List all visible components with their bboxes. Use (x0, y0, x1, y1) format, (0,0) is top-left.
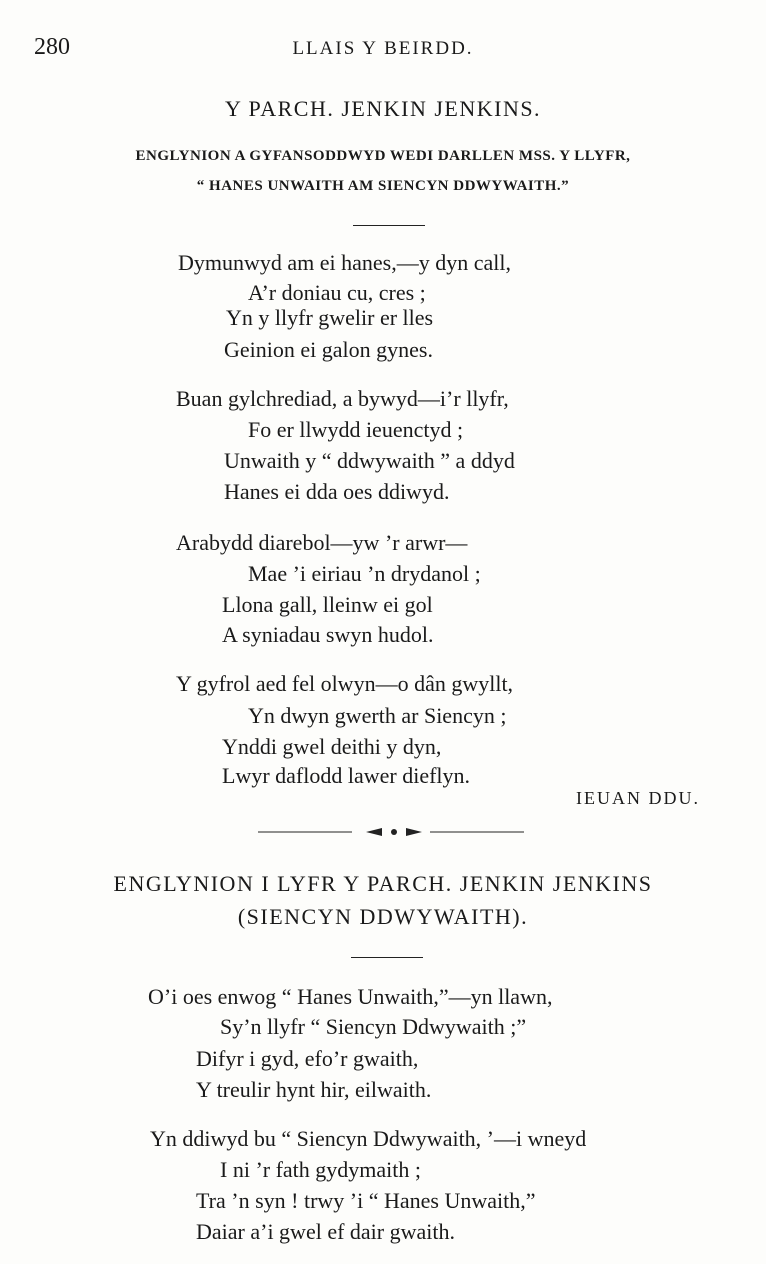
section-title-line-1: ENGLYNION I LYFR Y PARCH. JENKIN JENKINS (113, 871, 653, 896)
verse-line: Sy’n llyfr “ Siencyn Ddwywaith ;” (220, 1014, 527, 1039)
verse-line: Dymunwyd am ei hanes,—y dyn call, (178, 250, 511, 275)
verse-line: Geinion ei galon gynes. (224, 337, 433, 362)
verse-line: I ni ’r fath gydymaith ; (220, 1157, 422, 1182)
ornamental-divider (0, 826, 766, 838)
verse-line: Lwyr daflodd lawer dieflyn. (222, 763, 471, 788)
verse-line: Arabydd diarebol—yw ’r arwr— (176, 530, 468, 555)
verse-line: Hanes ei dda oes ddiwyd. (224, 479, 450, 504)
verse-line: Llona gall, lleinw ei gol (222, 592, 433, 617)
verse-line: A syniadau swyn hudol. (222, 622, 434, 647)
verse-line: Y treulir hynt hir, eilwaith. (196, 1077, 432, 1102)
running-title: LLAIS Y BEIRDD. (292, 38, 474, 59)
verse-line: Y gyfrol aed fel olwyn—o dân gwyllt, (176, 671, 514, 696)
verse-line: Tra ’n syn ! trwy ’i “ Hanes Unwaith,” (196, 1188, 536, 1213)
verse-line: Unwaith y “ ddwywaith ” a ddyd (224, 448, 515, 473)
verse-line: O’i oes enwog “ Hanes Unwaith,”—yn llawn, (148, 984, 553, 1009)
poem-subtitle-line-1: ENGLYNION A GYFANSODDWYD WEDI DARLLEN MSS. Y LLYFR, (135, 148, 631, 164)
poet-signature: IEUAN DDU. (576, 788, 700, 808)
section-title-line-2: (SIENCYN DDWYWAITH). (237, 904, 529, 929)
verse-line: Yn ddiwyd bu “ Siencyn Ddwywaith, ’—i wneyd (150, 1126, 587, 1151)
verse-line: Buan gylchrediad, a bywyd—i’r llyfr, (176, 386, 509, 411)
verse-line: Daiar a’i gwel ef dair gwaith. (196, 1219, 455, 1244)
verse-line: Yn dwyn gwerth ar Siencyn ; (248, 703, 507, 728)
verse-line: Fo er llwydd ieuenctyd ; (248, 417, 464, 442)
poem-subtitle-line-2: “ HANES UNWAITH AM SIENCYN DDWYWAITH.” (196, 178, 570, 194)
short-divider (353, 225, 425, 226)
verse-line: Ynddi gwel deithi y dyn, (222, 734, 442, 759)
verse-line: A’r doniau cu, cres ; (248, 280, 426, 305)
short-divider (351, 957, 423, 958)
verse-line: Difyr i gyd, efo’r gwaith, (196, 1046, 419, 1071)
verse-line: Mae ’i eiriau ’n drydanol ; (248, 561, 481, 586)
verse-line: Yn y llyfr gwelir er lles (226, 305, 434, 330)
page-number: 280 (34, 34, 70, 60)
poem-title: Y PARCH. JENKIN JENKINS. (224, 96, 542, 121)
